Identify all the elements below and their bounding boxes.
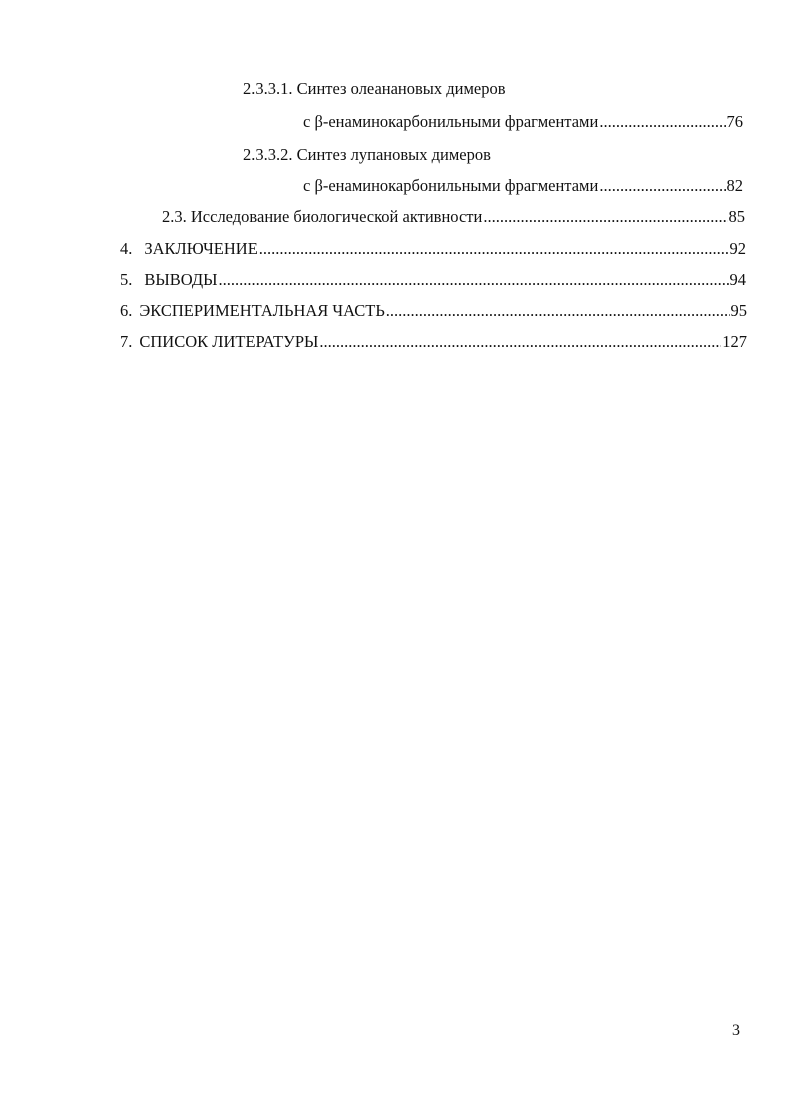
toc-page-number: 76 <box>726 112 743 131</box>
toc-title-text: 2.3.3.2. Синтез лупановых димеров <box>243 145 491 164</box>
dot-leader <box>599 176 725 196</box>
toc-page-number: 85 <box>728 207 745 226</box>
toc-entry <box>120 270 746 290</box>
toc-title-text: 2.3.3.1. Синтез олеанановых димеров <box>243 79 506 98</box>
toc-entry <box>303 176 743 196</box>
toc-section-number: 4. <box>120 239 133 258</box>
toc-title-text: 2.3. Исследование биологической активности <box>162 207 483 226</box>
toc-section-number: 6. <box>120 301 133 320</box>
toc-page-number: 92 <box>729 239 746 258</box>
dot-leader <box>483 207 727 227</box>
toc-section-number: 7. <box>120 332 133 351</box>
toc-page-number: 127 <box>722 332 747 351</box>
toc-entry <box>162 207 745 227</box>
dot-leader <box>319 332 721 352</box>
toc-title-text: СПИСОК ЛИТЕРАТУРЫ <box>139 332 319 351</box>
toc-title-text: ЭКСПЕРИМЕНТАЛЬНАЯ ЧАСТЬ <box>139 301 385 320</box>
toc-entry-title <box>243 79 506 99</box>
toc-title-text: ЗАКЛЮЧЕНИЕ <box>144 239 258 258</box>
toc-section-number: 5. <box>120 270 133 289</box>
page-number: 3 <box>732 1022 740 1039</box>
toc-continuation-text: с β-енаминокарбонильными фрагментами <box>303 112 599 131</box>
dot-leader <box>259 239 729 259</box>
toc-title-text: ВЫВОДЫ <box>144 270 218 289</box>
toc-page-number: 94 <box>729 270 746 289</box>
dot-leader <box>219 270 729 290</box>
toc-entry <box>120 239 746 259</box>
dot-leader <box>386 301 730 321</box>
toc-page-number: 82 <box>726 176 743 195</box>
toc-continuation-text: с β-енаминокарбонильными фрагментами <box>303 176 599 195</box>
dot-leader <box>599 112 725 132</box>
toc-page-number: 95 <box>730 301 747 320</box>
toc-entry <box>303 112 743 132</box>
toc-entry <box>120 301 747 321</box>
toc-entry-title <box>243 145 491 165</box>
toc-entry <box>120 332 747 352</box>
